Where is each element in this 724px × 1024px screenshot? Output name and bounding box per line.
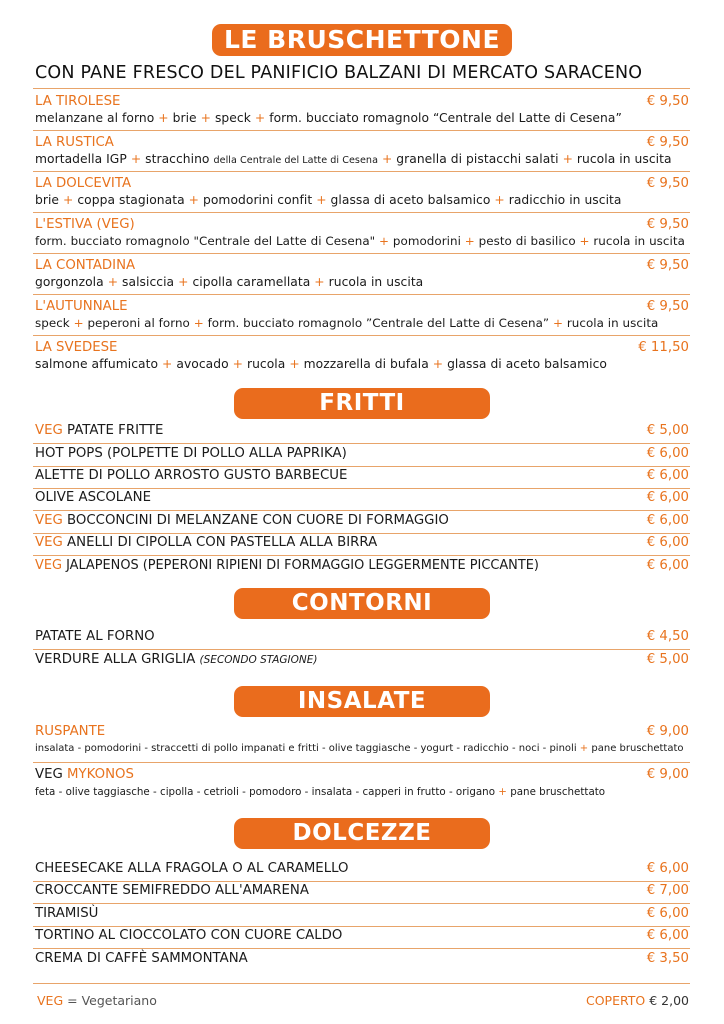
divider xyxy=(33,926,690,927)
item-desc: speck + peperoni al forno + form. bucciato romagnolo ”Centrale del Latte di Cesena” + rucola in uscita xyxy=(35,316,659,330)
divider xyxy=(33,555,690,556)
item-name: LA SVEDESE xyxy=(35,340,118,355)
item-note: (SECONDO STAGIONE) xyxy=(199,654,318,666)
divider xyxy=(33,533,690,534)
section-title-insalate: INSALATE xyxy=(234,686,490,717)
menu-row: HOT POPS (POLPETTE DI POLLO ALLA PAPRIKA) € 6,00 xyxy=(35,446,689,461)
item-desc: brie + coppa stagionata + pomodorini confit + glassa di aceto balsamico + radicchio in uscita xyxy=(35,193,622,207)
menu-row: OLIVE ASCOLANE € 6,00 xyxy=(35,490,689,505)
veg-legend: VEG = Vegetariano xyxy=(37,993,157,1008)
item-price: € 6,00 xyxy=(646,468,689,483)
item-price: € 6,00 xyxy=(646,928,689,943)
item-price: € 6,00 xyxy=(646,490,689,505)
divider xyxy=(33,649,690,650)
menu-row: CREMA DI CAFFÈ SAMMONTANA € 3,50 xyxy=(35,951,689,966)
divider xyxy=(33,903,690,904)
item-price: € 9,00 xyxy=(646,724,689,739)
menu-row: PATATE AL FORNO € 4,50 xyxy=(35,629,689,644)
menu-row: VEG ANELLI DI CIPOLLA CON PASTELLA ALLA BIRRA € 6,00 xyxy=(35,535,689,550)
divider xyxy=(33,488,690,489)
item-name: LA DOLCEVITA xyxy=(35,176,132,191)
divider xyxy=(33,171,690,172)
section-title-dolcezze: DOLCEZZE xyxy=(234,818,490,849)
item-price: € 3,50 xyxy=(646,951,689,966)
item-price: € 6,00 xyxy=(646,513,689,528)
divider xyxy=(33,881,690,882)
item-price: € 6,00 xyxy=(646,535,689,550)
item-price: € 9,50 xyxy=(646,258,689,273)
menu-row: CHEESECAKE ALLA FRAGOLA O AL CARAMELLO € 6,00 xyxy=(35,861,689,876)
divider xyxy=(33,443,690,444)
item-price: € 5,00 xyxy=(646,652,689,667)
item-desc: form. bucciato romagnolo "Centrale del Latte di Cesena" + pomodorini + pesto di basilico + rucola in uscita xyxy=(35,234,685,248)
item-price: € 6,00 xyxy=(646,446,689,461)
item-name: L'ESTIVA (VEG) xyxy=(35,217,135,232)
item-desc: insalata - pomodorini - straccetti di pollo impanati e fritti - olive taggiasche - yogurt - radicchio - noci - pinoli + pane bruschettato xyxy=(35,743,684,754)
item-name: LA RUSTICA xyxy=(35,135,114,150)
item-price: € 5,00 xyxy=(646,423,689,438)
section-title-fritti: FRITTI xyxy=(234,388,490,419)
item-name: RUSPANTE xyxy=(35,724,106,739)
item-price: € 11,50 xyxy=(638,340,689,355)
veg-tag: VEG xyxy=(35,423,63,438)
item-price: € 4,50 xyxy=(646,629,689,644)
item-price: € 9,50 xyxy=(646,94,689,109)
divider xyxy=(33,253,690,254)
item-name: LA TIROLESE xyxy=(35,94,121,109)
menu-row: VERDURE ALLA GRIGLIA (SECONDO STAGIONE) € 5,00 xyxy=(35,652,689,667)
menu-row: CROCCANTE SEMIFREDDO ALL'AMARENA € 7,00 xyxy=(35,883,689,898)
item-price: € 6,00 xyxy=(646,861,689,876)
divider xyxy=(33,130,690,131)
menu-row: TORTINO AL CIOCCOLATO CON CUORE CALDO € 6,00 xyxy=(35,928,689,943)
menu-row: VEG JALAPENOS (PEPERONI RIPIENI DI FORMAGGIO LEGGERMENTE PICCANTE) € 6,00 xyxy=(35,558,689,573)
divider xyxy=(33,762,690,763)
coperto: COPERTO € 2,00 xyxy=(585,993,689,1008)
item-desc: feta - olive taggiasche - cipolla - cetrioli - pomodoro - insalata - capperi in frutto - origano + pane bruschettato xyxy=(35,786,606,798)
veg-tag: VEG xyxy=(35,558,62,573)
item-price: € 6,00 xyxy=(646,558,689,573)
divider xyxy=(33,212,690,213)
footer-divider xyxy=(33,983,690,984)
menu-row: VEG PATATE FRITTE € 5,00 xyxy=(35,423,689,438)
item-price: € 9,50 xyxy=(646,135,689,150)
item-name: LA CONTADINA xyxy=(35,258,136,273)
item-desc: melanzane al forno + brie + speck + form. bucciato romagnolo “Centrale del Latte di Cesena” xyxy=(35,111,622,125)
item-desc: salmone affumicato + avocado + rucola + mozzarella di bufala + glassa di aceto balsamico xyxy=(35,357,607,371)
item-desc: mortadella IGP + stracchino della Centrale del Latte di Cesena + granella di pistacchi salati + rucola in uscita xyxy=(35,152,672,166)
divider xyxy=(33,510,690,511)
section-title-contorni: CONTORNI xyxy=(234,588,490,619)
divider xyxy=(33,294,690,295)
item-name: L'AUTUNNALE xyxy=(35,299,128,314)
menu-row: VEG BOCCONCINI DI MELANZANE CON CUORE DI FORMAGGIO € 6,00 xyxy=(35,513,689,528)
item-name: VEG MYKONOS xyxy=(35,767,134,782)
menu-row: TIRAMISÙ € 6,00 xyxy=(35,906,689,921)
item-price: € 9,50 xyxy=(646,176,689,191)
item-desc: gorgonzola + salsiccia + cipolla caramellata + rucola in uscita xyxy=(35,275,424,289)
veg-tag: VEG xyxy=(35,513,63,528)
divider xyxy=(33,466,690,467)
item-price: € 9,50 xyxy=(646,299,689,314)
divider xyxy=(33,88,690,89)
bruschettone-subtitle: CON PANE FRESCO DEL PANIFICIO BALZANI DI MERCATO SARACENO xyxy=(35,63,643,83)
veg-tag: VEG xyxy=(35,535,63,550)
item-price: € 9,50 xyxy=(646,217,689,232)
item-price: € 7,00 xyxy=(646,883,689,898)
menu-row: ALETTE DI POLLO ARROSTO GUSTO BARBECUE € 6,00 xyxy=(35,468,689,483)
divider xyxy=(33,335,690,336)
section-title-bruschettone: LE BRUSCHETTONE xyxy=(212,24,512,56)
item-price: € 9,00 xyxy=(646,767,689,782)
item-price: € 6,00 xyxy=(646,906,689,921)
divider xyxy=(33,948,690,949)
